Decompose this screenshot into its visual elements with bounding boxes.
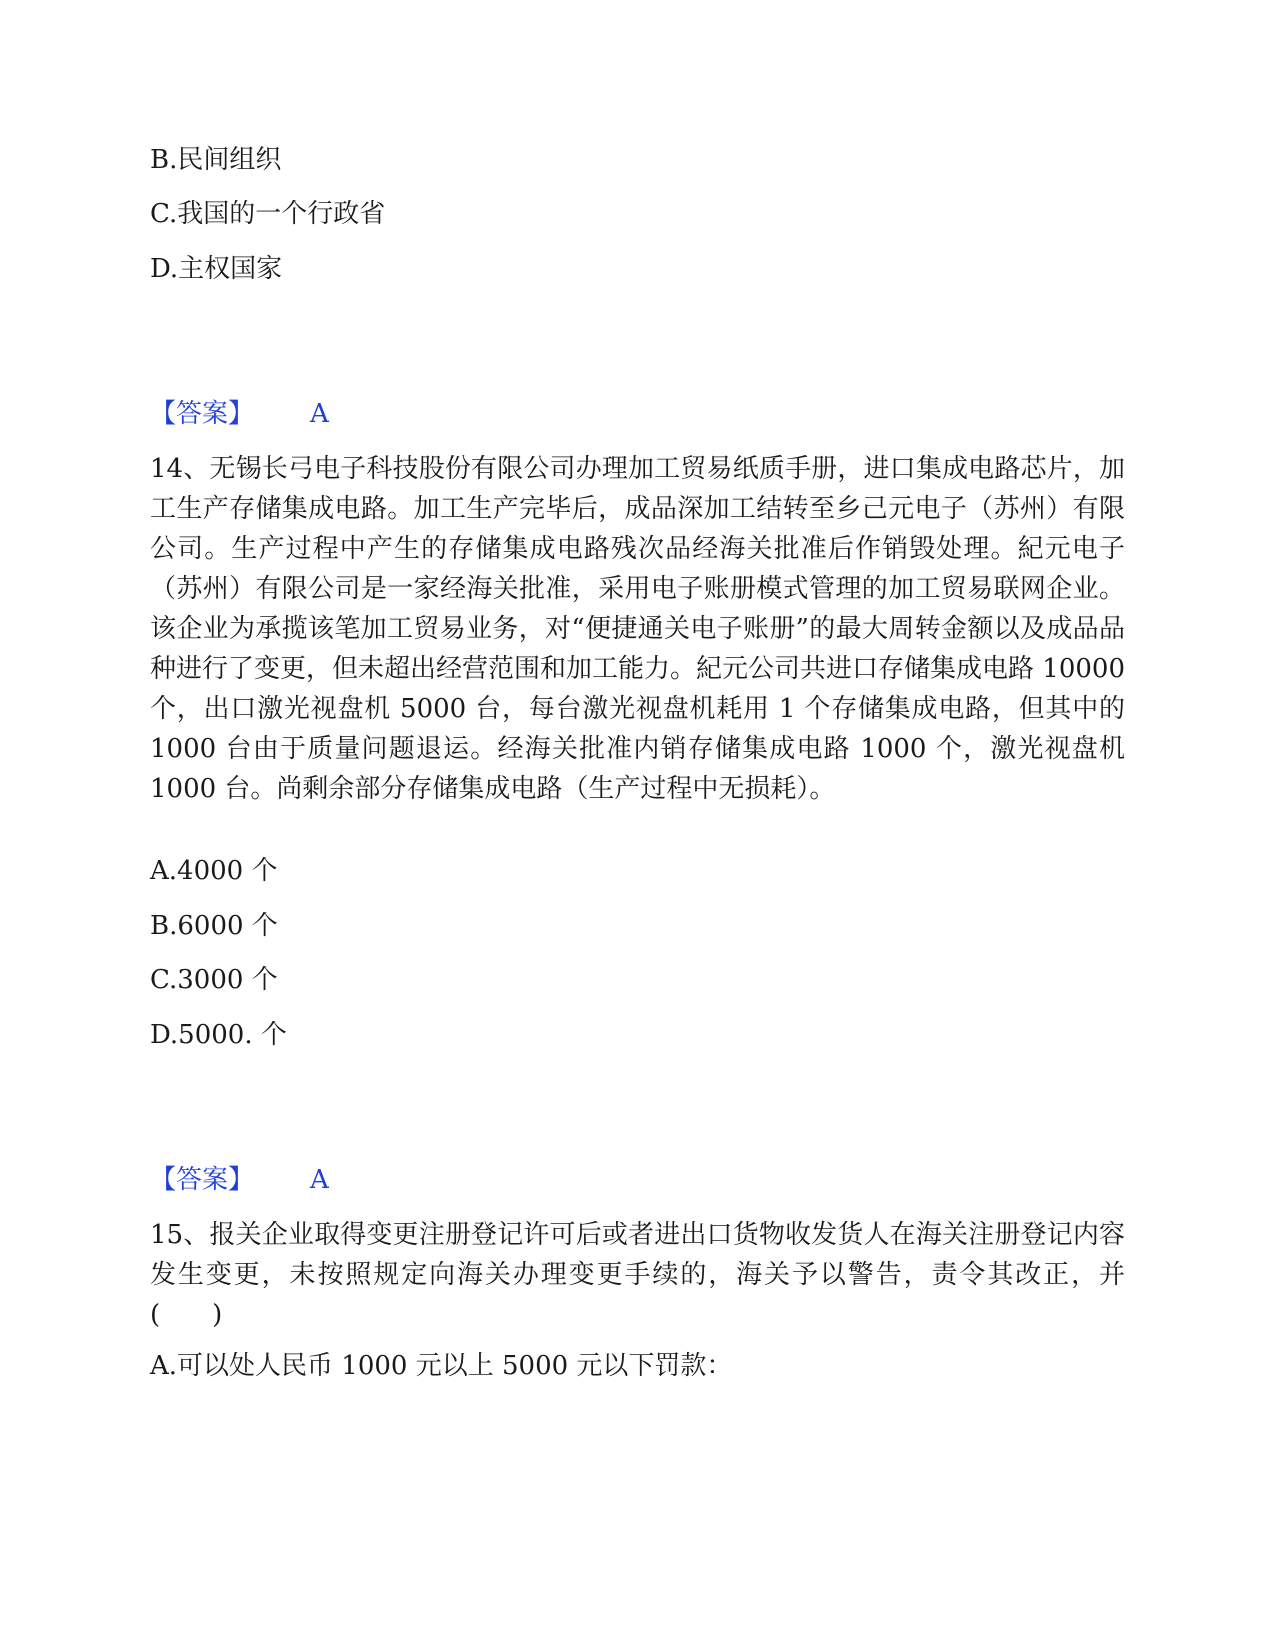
q14-option-a: A.4000 个 — [150, 856, 278, 886]
q13-option-c: C.我国的一个行政省 — [150, 199, 386, 229]
q13-answer — [150, 398, 329, 430]
q13-answer-tag: 【答案】 — [150, 399, 255, 429]
q14-option-d: D.5000. 个 — [150, 1020, 287, 1050]
q13-option-d: D.主权国家 — [150, 254, 283, 284]
q14-answer-value: A — [310, 1165, 329, 1195]
q14-option-b: B.6000 个 — [150, 911, 278, 941]
q13-answer-value: A — [310, 399, 329, 429]
q15-option-a: A.可以处人民币 1000 元以上 5000 元以下罚款： — [150, 1351, 733, 1381]
q14-option-c: C.3000 个 — [150, 965, 278, 995]
q13-option-b: B.民间组织 — [150, 145, 282, 175]
q15-question-text: 15、报关企业取得变更注册登记许可后或者进出口货物收发货人在海关注册登记内容发生变更，未按照规定向海关办理变更手续的，海关予以警告，责令其改正，并( ) — [150, 1220, 1125, 1330]
q14-answer — [150, 1164, 329, 1196]
q14-question-text: 14、无锡长弓电子科技股份有限公司办理加工贸易纸质手册，进口集成电路芯片，加工生产存储集成电路。加工生产完毕后，成品深加工结转至乡己元电子（苏州）有限公司。生产过程中产生的存储集成电路残次品经海关批准后作销毁处理。紀元电子（苏州）有限公司是一家经海关批准，采用电子账册模式管理的加工贸易联网企业。该企业为承揽该笔加工贸易业务，对“便捷通关电子账册”的最大周转金额以及成品品种进行了变更，但未超出经营范围和加工能力。紀元公司共进口存储集成电路 10000 个，出口激光视盘机 5000 台，每台激光视盘机耗用 1 个存储集成电路，但其中的 1000 台由于质量问题退运。经海关批准内销存储集成电路 1000 个，激光视盘机 1000 台。尚剩余部分存储集成电路（生产过程中无损耗）。 — [150, 454, 1125, 804]
q14-answer-tag: 【答案】 — [150, 1165, 255, 1195]
